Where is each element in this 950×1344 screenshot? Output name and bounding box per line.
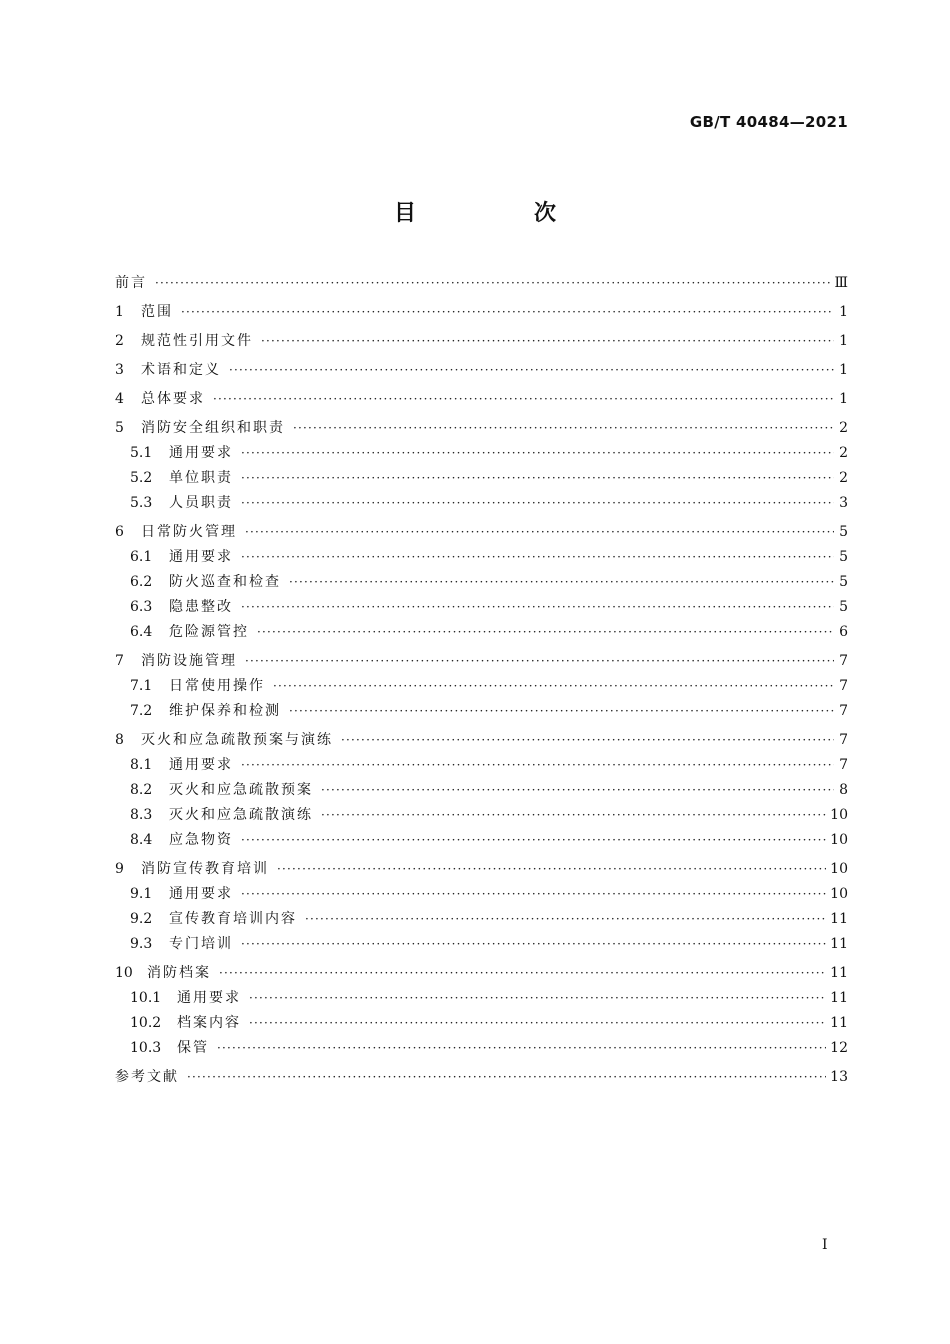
toc-entry-number: 8.4 <box>130 832 153 848</box>
toc-entry-number: 6.4 <box>130 624 153 640</box>
toc-dot-leader <box>241 595 834 620</box>
toc-entry-page: 8 <box>839 782 848 798</box>
toc-entry-number: 8.2 <box>130 782 153 798</box>
toc-entry-label: 消防档案 <box>147 965 211 981</box>
toc-dot-leader <box>241 491 834 516</box>
toc-dot-leader <box>241 932 826 957</box>
toc-entry-number: 10.2 <box>130 1015 162 1031</box>
toc-entry-number: 6.3 <box>130 599 153 615</box>
toc-entry-label: 灭火和应急疏散预案 <box>169 782 313 798</box>
toc-entry-label: 通用要求 <box>169 886 233 902</box>
toc-dot-leader <box>241 441 834 466</box>
toc-entry-number: 10.3 <box>130 1040 162 1056</box>
toc-entry-label: 消防宣传教育培训 <box>141 861 269 877</box>
toc-entry-page: 7 <box>839 732 848 748</box>
toc-dot-leader <box>257 620 834 645</box>
toc-entry-number: 3 <box>115 362 124 378</box>
toc-entry-page: Ⅲ <box>834 275 848 291</box>
toc-entry-number: 7.1 <box>130 678 153 694</box>
toc-dot-leader <box>293 416 834 441</box>
toc-entry-number: 9.3 <box>130 936 153 952</box>
toc-dot-leader <box>241 753 834 778</box>
toc-entry[interactable] <box>115 753 848 778</box>
toc-dot-leader <box>155 271 830 296</box>
toc-entry-label: 人员职责 <box>169 495 233 511</box>
toc-entry-label: 防火巡查和检查 <box>169 574 281 590</box>
toc-entry-page: 7 <box>839 653 848 669</box>
toc-entry-page: 10 <box>830 832 848 848</box>
toc-entry[interactable] <box>115 520 848 545</box>
toc-entry-page: 1 <box>839 333 848 349</box>
page-number: I <box>822 1237 828 1253</box>
toc-entry[interactable] <box>115 329 848 354</box>
toc-dot-leader <box>249 986 826 1011</box>
toc-entry-page: 10 <box>830 886 848 902</box>
toc-dot-leader <box>249 1011 826 1036</box>
toc-entry-page: 1 <box>839 391 848 407</box>
toc-entry-number: 8.1 <box>130 757 153 773</box>
toc-entry-number: 1 <box>115 304 124 320</box>
toc-dot-leader <box>241 545 834 570</box>
toc-entry-label: 灭火和应急疏散演练 <box>169 807 313 823</box>
toc-entry[interactable] <box>115 491 848 516</box>
toc-entry-page: 12 <box>830 1040 848 1056</box>
toc-entry-number: 8.3 <box>130 807 153 823</box>
toc-entry-number: 9.1 <box>130 886 153 902</box>
toc-entry-label: 通用要求 <box>177 990 241 1006</box>
toc-entry[interactable] <box>115 466 848 491</box>
toc-entry-page: 7 <box>839 757 848 773</box>
toc-entry[interactable] <box>115 416 848 441</box>
toc-entry[interactable] <box>115 803 848 828</box>
toc-entry-number: 5.1 <box>130 445 153 461</box>
toc-entry[interactable] <box>115 545 848 570</box>
toc-dot-leader <box>321 803 826 828</box>
toc-entry[interactable] <box>115 595 848 620</box>
toc-entry[interactable] <box>115 358 848 383</box>
toc-dot-leader <box>261 329 834 354</box>
toc-title: 目 次 <box>393 201 604 226</box>
toc-entry-label: 术语和定义 <box>141 362 221 378</box>
standard-code: GB/T 40484—2021 <box>689 113 848 131</box>
toc-entry-label: 规范性引用文件 <box>141 333 253 349</box>
toc-entry-label: 档案内容 <box>177 1015 241 1031</box>
toc-entry[interactable] <box>115 932 848 957</box>
toc-dot-leader <box>341 728 834 753</box>
toc-entry-number: 7 <box>115 653 124 669</box>
toc-entry[interactable] <box>115 300 848 325</box>
table-of-contents <box>115 271 848 1090</box>
toc-entry-label: 日常使用操作 <box>169 678 265 694</box>
toc-entry[interactable] <box>115 961 848 986</box>
toc-entry[interactable] <box>115 778 848 803</box>
toc-entry-page: 6 <box>839 624 848 640</box>
toc-entry-page: 11 <box>830 1015 848 1031</box>
toc-entry-page: 7 <box>839 678 848 694</box>
toc-entry-number: 5.2 <box>130 470 153 486</box>
toc-dot-leader <box>289 570 834 595</box>
toc-dot-leader <box>273 674 834 699</box>
toc-entry-label: 维护保养和检测 <box>169 703 281 719</box>
toc-dot-leader <box>245 649 834 674</box>
toc-entry[interactable] <box>115 882 848 907</box>
toc-entry[interactable] <box>115 649 848 674</box>
toc-entry-page: 5 <box>839 574 848 590</box>
toc-entry[interactable] <box>115 857 848 882</box>
toc-entry-page: 3 <box>839 495 848 511</box>
toc-entry-number: 6.2 <box>130 574 153 590</box>
toc-dot-leader <box>305 907 826 932</box>
toc-entry-page: 1 <box>839 304 848 320</box>
toc-entry-label: 灭火和应急疏散预案与演练 <box>141 732 333 748</box>
toc-entry[interactable] <box>115 699 848 724</box>
toc-entry-label: 应急物资 <box>169 832 233 848</box>
toc-entry-label: 总体要求 <box>141 391 205 407</box>
toc-entry-page: 10 <box>830 807 848 823</box>
toc-entry-label: 通用要求 <box>169 757 233 773</box>
toc-entry-page: 11 <box>830 936 848 952</box>
toc-entry-number: 8 <box>115 732 124 748</box>
toc-entry-number: 5.3 <box>130 495 153 511</box>
toc-entry[interactable] <box>115 1065 848 1090</box>
toc-entry-number: 10 <box>115 965 133 981</box>
toc-dot-leader <box>241 466 834 491</box>
toc-entry-number: 7.2 <box>130 703 153 719</box>
toc-entry-page: 2 <box>839 470 848 486</box>
toc-entry-number: 9.2 <box>130 911 153 927</box>
toc-entry-page: 2 <box>839 445 848 461</box>
toc-entry-label: 通用要求 <box>169 445 233 461</box>
toc-dot-leader <box>277 857 826 882</box>
toc-entry-page: 7 <box>839 703 848 719</box>
toc-dot-leader <box>229 358 834 383</box>
toc-entry[interactable] <box>115 986 848 1011</box>
toc-dot-leader <box>219 961 826 986</box>
toc-entry-label: 保管 <box>177 1040 209 1056</box>
toc-entry[interactable] <box>115 441 848 466</box>
toc-entry[interactable] <box>115 620 848 645</box>
toc-entry-page: 11 <box>830 990 848 1006</box>
toc-entry-label: 单位职责 <box>169 470 233 486</box>
toc-dot-leader <box>217 1036 826 1061</box>
toc-dot-leader <box>241 882 826 907</box>
toc-entry-label: 参考文献 <box>115 1069 179 1085</box>
toc-entry[interactable] <box>115 271 848 296</box>
toc-entry[interactable] <box>115 1036 848 1061</box>
toc-entry-label: 专门培训 <box>169 936 233 952</box>
toc-entry-number: 2 <box>115 333 124 349</box>
toc-entry-page: 5 <box>839 549 848 565</box>
toc-entry-number: 10.1 <box>130 990 162 1006</box>
toc-entry[interactable] <box>115 570 848 595</box>
toc-entry-label: 隐患整改 <box>169 599 233 615</box>
toc-entry[interactable] <box>115 674 848 699</box>
toc-entry-label: 前言 <box>115 275 147 291</box>
toc-dot-leader <box>289 699 834 724</box>
toc-entry-page: 13 <box>830 1069 848 1085</box>
toc-dot-leader <box>321 778 834 803</box>
toc-entry-page: 5 <box>839 599 848 615</box>
toc-entry-label: 通用要求 <box>169 549 233 565</box>
toc-entry-number: 6 <box>115 524 124 540</box>
toc-dot-leader <box>187 1065 826 1090</box>
toc-dot-leader <box>245 520 834 545</box>
toc-entry-label: 消防安全组织和职责 <box>141 420 285 436</box>
toc-entry-label: 危险源管控 <box>169 624 249 640</box>
toc-entry[interactable] <box>115 387 848 412</box>
toc-entry[interactable] <box>115 907 848 932</box>
toc-entry[interactable] <box>115 728 848 753</box>
toc-entry-number: 9 <box>115 861 124 877</box>
toc-dot-leader <box>241 828 826 853</box>
toc-dot-leader <box>213 387 834 412</box>
toc-entry-page: 10 <box>830 861 848 877</box>
toc-entry-page: 11 <box>830 965 848 981</box>
toc-entry-page: 2 <box>839 420 848 436</box>
toc-entry-label: 日常防火管理 <box>141 524 237 540</box>
toc-entry-label: 消防设施管理 <box>141 653 237 669</box>
toc-entry-label: 范围 <box>141 304 173 320</box>
toc-entry-page: 11 <box>830 911 848 927</box>
toc-entry-number: 4 <box>115 391 124 407</box>
toc-entry[interactable] <box>115 1011 848 1036</box>
toc-entry-page: 1 <box>839 362 848 378</box>
toc-entry-page: 5 <box>839 524 848 540</box>
toc-entry[interactable] <box>115 828 848 853</box>
toc-dot-leader <box>181 300 834 325</box>
toc-entry-number: 5 <box>115 420 124 436</box>
toc-entry-number: 6.1 <box>130 549 153 565</box>
toc-entry-label: 宣传教育培训内容 <box>169 911 297 927</box>
